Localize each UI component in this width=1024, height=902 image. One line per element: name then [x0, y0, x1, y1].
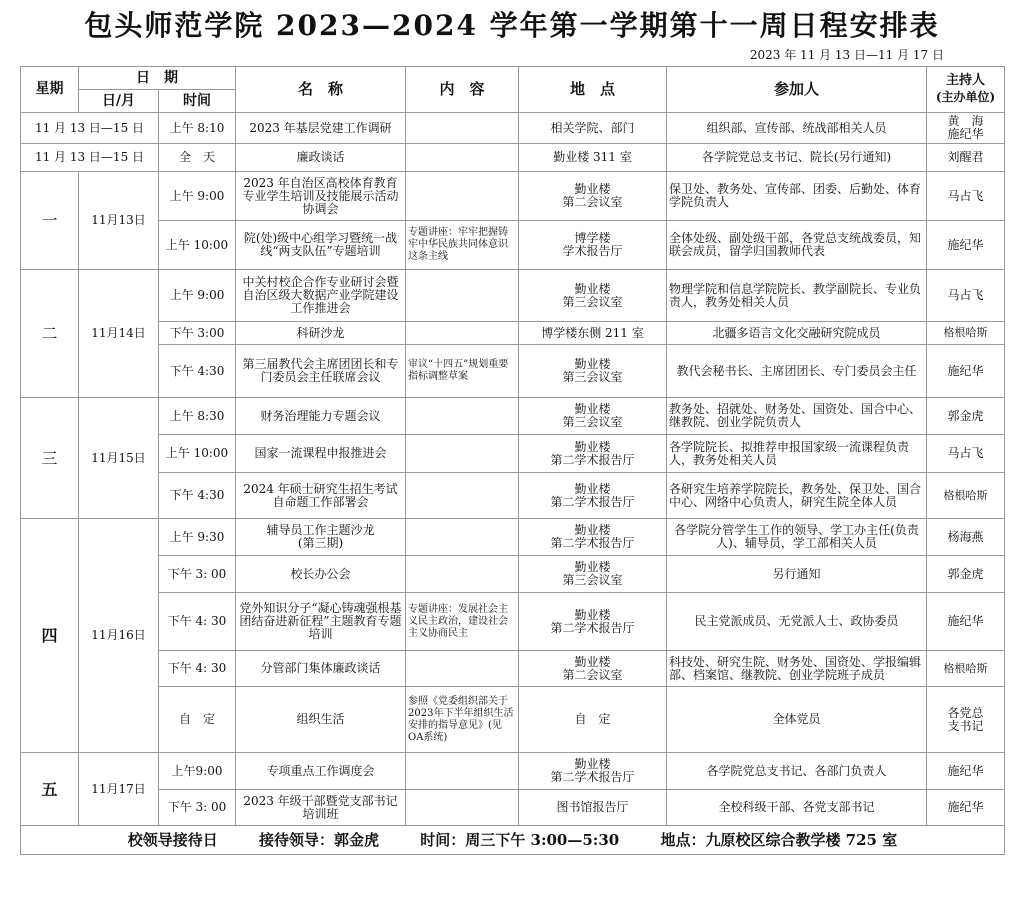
row-participants: 保卫处、教务处、宣传部、团委、后勤处、体育学院负责人: [667, 172, 927, 221]
row-name: 组织生活: [236, 687, 406, 753]
day-month-cell: 11月14日: [79, 270, 159, 398]
row-content: 专题讲座：牢牢把握铸牢中华民族共同体意识这条主线: [406, 221, 519, 270]
row-host: 各党总 支书记: [927, 687, 1005, 753]
row-content: [406, 398, 519, 435]
row-host: 刘醒君: [927, 144, 1005, 172]
row-location: 图书馆报告厅: [519, 790, 667, 826]
footer-leader: 接待领导：郭金虎: [259, 830, 380, 849]
table-row: [21, 172, 1005, 221]
table-row: [21, 687, 1005, 753]
day-month-cell: 11月17日: [79, 753, 159, 826]
row-host: 格根哈斯: [927, 322, 1005, 345]
row-participants: 北疆多语言文化交融研究院成员: [667, 322, 927, 345]
row-participants: 各学院分管学生工作的领导、学工办主任(负责人)、辅导员，学工部相关人员: [667, 519, 927, 556]
day-month-cell: 11月13日: [79, 172, 159, 270]
row-date: 11 月 13 日—15 日: [21, 113, 159, 144]
row-location: 勤业楼 第三会议室: [519, 556, 667, 593]
row-time: 上午 10:00: [159, 221, 236, 270]
row-content: 专题讲座：发展社会主义民主政治，建设社会主义协商民主: [406, 593, 519, 651]
header-host-unit: (主办单位): [935, 90, 996, 104]
row-name: 第三届教代会主席团团长和专门委员会主任联席会议: [236, 345, 406, 398]
row-host: 郭金虎: [927, 398, 1005, 435]
row-name: 国家一流课程申报推进会: [236, 435, 406, 473]
row-time: 上午 10:00: [159, 435, 236, 473]
table-row: [21, 221, 1005, 270]
row-time: 全 天: [159, 144, 236, 172]
weekday-cell: 一: [21, 172, 79, 270]
row-location: 勤业楼 第二会议室: [519, 172, 667, 221]
table-row: [21, 345, 1005, 398]
table-row: [21, 435, 1005, 473]
row-name: 中关村校企合作专业研讨会暨自治区级大数据产业学院建设工作推进会: [236, 270, 406, 322]
row-location: 自 定: [519, 687, 667, 753]
row-host: 施纪华: [927, 221, 1005, 270]
table-row: [21, 790, 1005, 826]
table-row: [21, 593, 1005, 651]
schedule-table: [20, 66, 1005, 855]
row-name: 2023 年基层党建工作调研: [236, 113, 406, 144]
row-name: 财务治理能力专题会议: [236, 398, 406, 435]
row-location: 勤业楼 第二学术报告厅: [519, 519, 667, 556]
row-time: 下午 4: 30: [159, 651, 236, 687]
row-participants: 民主党派成员、无党派人士、政协委员: [667, 593, 927, 651]
row-name: 辅导员工作主题沙龙 (第三期): [236, 519, 406, 556]
row-participants: 教务处、招就处、财务处、国资处、国合中心、继教院、创业学院负责人: [667, 398, 927, 435]
row-name: 廉政谈话: [236, 144, 406, 172]
row-time: 上午 9:30: [159, 519, 236, 556]
row-time: 上午 8:10: [159, 113, 236, 144]
row-time: 上午 9:00: [159, 270, 236, 322]
table-row: [21, 113, 1005, 144]
page-title: 包头师范学院 2023—2024 学年第一学期第十一周日程安排表: [84, 9, 940, 42]
row-location: 博学楼东侧 211 室: [519, 322, 667, 345]
weekday-cell: 五: [21, 753, 79, 826]
table-row: [21, 322, 1005, 345]
table-row: [21, 473, 1005, 519]
row-participants: 各学院党总支书记、院长(另行通知): [667, 144, 927, 172]
row-time: 下午 3: 00: [159, 556, 236, 593]
row-content: 审议“十四五”规划重要指标调整草案: [406, 345, 519, 398]
row-host: 郭金虎: [927, 556, 1005, 593]
row-location: 勤业楼 第三会议室: [519, 270, 667, 322]
row-time: 下午 4:30: [159, 345, 236, 398]
row-name: 2023 年自治区高校体育教育专业学生培训及技能展示活动协调会: [236, 172, 406, 221]
row-participants: 全体党员: [667, 687, 927, 753]
row-location: 勤业楼 第三会议室: [519, 398, 667, 435]
row-time: 上午 8:30: [159, 398, 236, 435]
header-name: 名 称: [236, 67, 406, 113]
row-name: 专项重点工作调度会: [236, 753, 406, 790]
reception-footer: [21, 826, 1005, 855]
row-location: 勤业楼 第二学术报告厅: [519, 753, 667, 790]
row-location: 勤业楼 第二学术报告厅: [519, 435, 667, 473]
row-participants: 各研究生培养学院院长，教务处、保卫处、国合中心、网络中心负责人，研究生院全体人员: [667, 473, 927, 519]
row-participants: 全校科级干部、各党支部书记: [667, 790, 927, 826]
row-participants: 物理学院和信息学院院长、教学副院长、专业负责人，教务处相关人员: [667, 270, 927, 322]
row-host: 施纪华: [927, 345, 1005, 398]
day-month-cell: 11月15日: [79, 398, 159, 519]
footer-time: 时间：周三下午 3:00—5:30: [420, 830, 620, 849]
row-time: 下午 4: 30: [159, 593, 236, 651]
row-location: 勤业楼 第二学术报告厅: [519, 593, 667, 651]
row-content: 参照《党委组织部关于2023年下半年组织生活安排的指导意见》(见OA系统): [406, 687, 519, 753]
row-host: 杨海燕: [927, 519, 1005, 556]
row-host: 施纪华: [927, 790, 1005, 826]
row-participants: 各学院院长、拟推荐申报国家级一流课程负责人，教务处相关人员: [667, 435, 927, 473]
weekday-cell: 二: [21, 270, 79, 398]
row-content: [406, 172, 519, 221]
row-participants: 全体处级、副处级干部，各党总支统战委员，知联会成员，留学归国教师代表: [667, 221, 927, 270]
row-time: 上午9:00: [159, 753, 236, 790]
table-row: [21, 651, 1005, 687]
row-name: 2024 年硕士研究生招生考试自命题工作部署会: [236, 473, 406, 519]
header-day-month: 日/月: [79, 90, 159, 113]
row-content: [406, 322, 519, 345]
row-content: [406, 473, 519, 519]
table-row: [21, 753, 1005, 790]
table-row: [21, 144, 1005, 172]
row-name: 校长办公会: [236, 556, 406, 593]
row-location: 博学楼 学术报告厅: [519, 221, 667, 270]
row-content: [406, 753, 519, 790]
row-host: 格根哈斯: [927, 651, 1005, 687]
table-row: [21, 519, 1005, 556]
row-host: 施纪华: [927, 753, 1005, 790]
header-weekday: 星期: [21, 67, 79, 113]
row-time: 下午 4:30: [159, 473, 236, 519]
row-date: 11 月 13 日—15 日: [21, 144, 159, 172]
row-location: 勤业楼 311 室: [519, 144, 667, 172]
row-time: 自 定: [159, 687, 236, 753]
row-participants: 教代会秘书长、主席团团长、专门委员会主任: [667, 345, 927, 398]
header-date: 日 期: [79, 67, 236, 90]
row-content: [406, 519, 519, 556]
row-content: [406, 651, 519, 687]
table-row: [21, 398, 1005, 435]
table-row: [21, 270, 1005, 322]
row-host: 格根哈斯: [927, 473, 1005, 519]
row-location: 勤业楼 第二学术报告厅: [519, 473, 667, 519]
row-participants: 各学院党总支书记、各部门负责人: [667, 753, 927, 790]
footer-place: 地点：九原校区综合教学楼 725 室: [660, 830, 898, 849]
row-participants: 科技处、研究生院、财务处、国资处、学报编辑部、档案馆、继教院、创业学院班子成员: [667, 651, 927, 687]
row-name: 党外知识分子“凝心铸魂强根基 团结奋进新征程”主题教育专题培训: [236, 593, 406, 651]
row-participants: 另行通知: [667, 556, 927, 593]
row-time: 下午 3: 00: [159, 790, 236, 826]
row-name: 2023 年级干部暨党支部书记培训班: [236, 790, 406, 826]
header-host: [927, 67, 1005, 113]
row-content: [406, 113, 519, 144]
row-host: 马占飞: [927, 172, 1005, 221]
row-host: 黄 海 施纪华: [927, 113, 1005, 144]
row-content: [406, 556, 519, 593]
row-host: 马占飞: [927, 435, 1005, 473]
table-row: [21, 556, 1005, 593]
row-name: 院(处)级中心组学习暨统一战线“两支队伍”专题培训: [236, 221, 406, 270]
row-host: 马占飞: [927, 270, 1005, 322]
header-participants: 参加人: [667, 67, 927, 113]
header-time: 时间: [159, 90, 236, 113]
weekday-cell: 四: [21, 519, 79, 753]
row-location: 勤业楼 第三会议室: [519, 345, 667, 398]
row-content: [406, 435, 519, 473]
row-time: 下午 3:00: [159, 322, 236, 345]
row-name: 分管部门集体廉政谈话: [236, 651, 406, 687]
row-host: 施纪华: [927, 593, 1005, 651]
date-range: 2023 年 11 月 13 日—11 月 17 日: [749, 48, 944, 62]
row-location: 相关学院、部门: [519, 113, 667, 144]
day-month-cell: 11月16日: [79, 519, 159, 753]
row-location: 勤业楼 第二会议室: [519, 651, 667, 687]
row-content: [406, 790, 519, 826]
header-location: 地 点: [519, 67, 667, 113]
weekday-cell: 三: [21, 398, 79, 519]
row-content: [406, 144, 519, 172]
footer-label: 校领导接待日: [127, 830, 218, 849]
header-host-label: 主持人: [945, 73, 985, 88]
row-content: [406, 270, 519, 322]
row-name: 科研沙龙: [236, 322, 406, 345]
row-time: 上午 9:00: [159, 172, 236, 221]
header-content: 内 容: [406, 67, 519, 113]
row-participants: 组织部、宣传部、统战部相关人员: [667, 113, 927, 144]
